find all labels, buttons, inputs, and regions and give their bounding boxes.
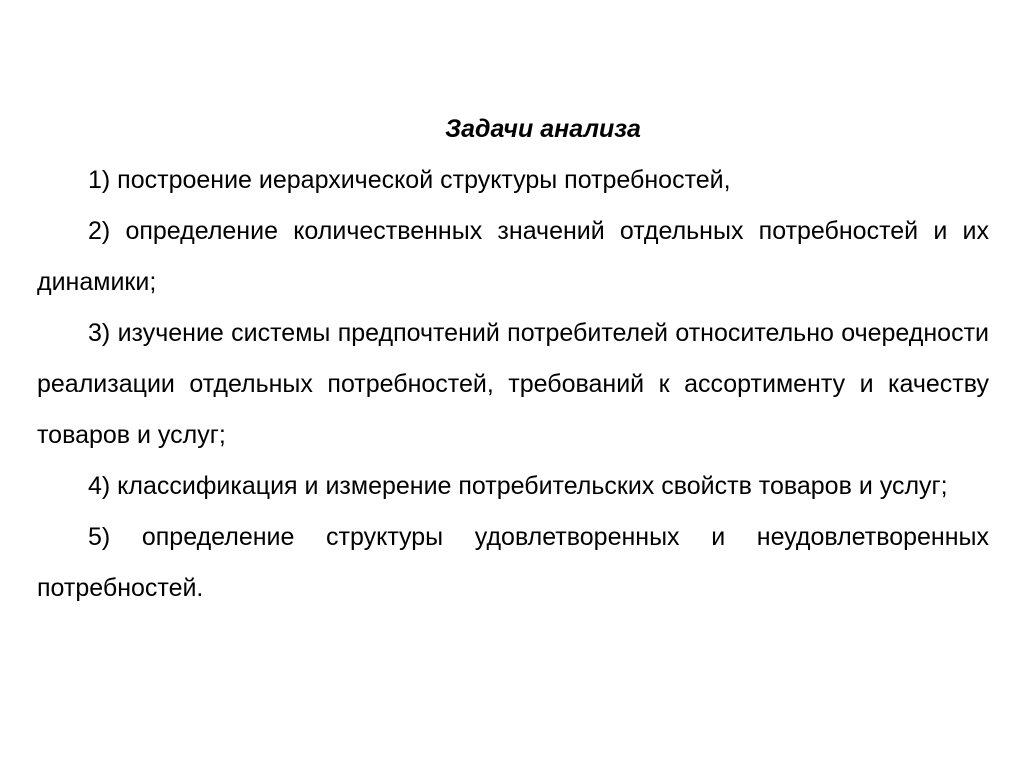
slide-title: Задачи анализа [445,115,641,143]
list-item: 5) определение структуры удовлетворенных и неудовлетворенных потребностей. [37,523,989,602]
list-item: 3) изучение системы предпочтений потребителей относительно очередности реализации отдельных потребностей, требований к ассортименту и качеству товаров и услуг; [37,319,989,449]
list-item: 2) определение количественных значений отдельных потребностей и их динамики; [37,217,989,296]
list-item: 1) построение иерархической структуры потребностей, [88,166,731,194]
slide-content [37,104,989,614]
list-item: 4) классификация и измерение потребительских свойств товаров и услуг; [88,472,948,500]
